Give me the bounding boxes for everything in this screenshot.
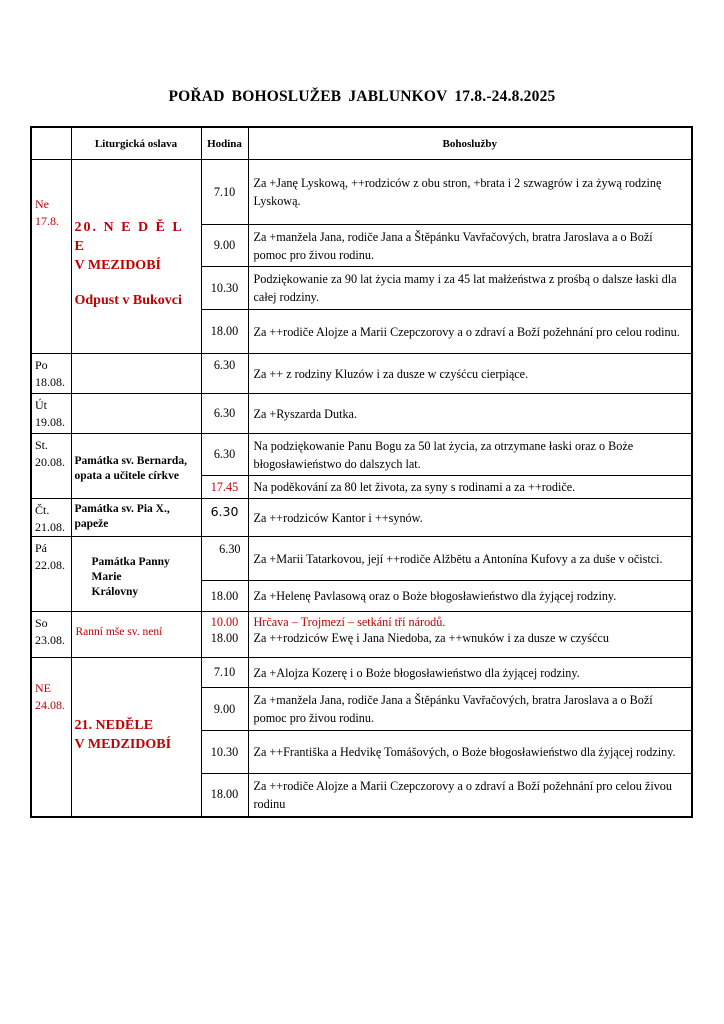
table-row — [31, 394, 692, 434]
mass-cell: Za ++Františka a Hedvikę Tomášových, o Boże błogosławieństwo dla żyjącej rodziny. — [248, 731, 692, 774]
day-cell: Ne 17.8. — [31, 160, 71, 354]
feast-extra: Odpust v Bukovci — [74, 293, 182, 308]
schedule-table — [30, 126, 693, 818]
liturgy-cell — [71, 160, 201, 354]
mass-cell: Za ++ z rodziny Kluzów i za dusze w czyśćcu cierpiące. — [248, 354, 692, 394]
mass-cell: Hrčava – Trojmezí – setkání tří národů. Za ++rodziców Ewę i Jana Niedoba, za ++wnuków i za dusze w czyśćcu — [248, 612, 692, 658]
mass-cell: Na poděkování za 80 let života, za syny s rodinami a za ++rodiče. — [248, 476, 692, 499]
liturgy-cell: Ranní mše sv. není — [71, 612, 201, 658]
table-row — [31, 434, 692, 476]
liturgy-cell: Památka Panny Marie Královny — [71, 537, 201, 612]
liturgy-cell: Památka sv. Bernarda, opata a učitele církve — [71, 434, 201, 499]
mass-cell: Za ++rodziców Kantor i ++synów. — [248, 499, 692, 537]
day-cell: So 23.08. — [31, 612, 71, 658]
hour-cell: 6.30 — [201, 537, 248, 581]
day-cell: Út 19.08. — [31, 394, 71, 434]
header-services: Bohoslužby — [248, 127, 692, 160]
hour-cell: 18.00 — [201, 310, 248, 354]
mass-cell: Za ++rodiče Alojze a Marii Czepczorovy a o zdraví a Boží požehnání pro celou rodinu. — [248, 310, 692, 354]
header-hour: Hodina — [201, 127, 248, 160]
hour-cell: 10.30 — [201, 731, 248, 774]
mass-cell: Za +Helenę Pavlasową oraz o Boże błogosławieństwo dla żyjącej rodziny. — [248, 581, 692, 612]
hour-cell: 9.00 — [201, 225, 248, 267]
mass-cell: Za +Janę Lyskową, ++rodziców z obu stron, +brata i 2 szwagrów i za żywą rodzinę Lyskową. — [248, 160, 692, 225]
hour-cell: 6.30 — [201, 354, 248, 394]
table-row — [31, 612, 692, 658]
hour-cell: 7.10 — [201, 658, 248, 688]
mass-cell: Podziękowanie za 90 lat życia mamy i za 45 lat małżeństwa z prośbą o dalsze łaski dla całej rodziny. — [248, 267, 692, 310]
day-cell: St. 20.08. — [31, 434, 71, 499]
table-row — [31, 499, 692, 537]
header-liturgy: Liturgická oslava — [71, 127, 201, 160]
day-cell: Čt. 21.08. — [31, 499, 71, 537]
hour-cell: 17.45 — [201, 476, 248, 499]
day-cell: Pá 22.08. — [31, 537, 71, 612]
day-cell: Po 18.08. — [31, 354, 71, 394]
hour-cell: 6.30 — [201, 394, 248, 434]
table-row — [31, 354, 692, 394]
mass-cell: Za +manžela Jana, rodiče Jana a Štěpánku Vavřačových, bratra Jaroslava a o Boží pomoc pro živou rodinu. — [248, 688, 692, 731]
hour-cell: 7.10 — [201, 160, 248, 225]
mass-cell: Za +Alojza Kozerę i o Boże błogosławieństwo dla żyjącej rodziny. — [248, 658, 692, 688]
hour-cell: 18.00 — [201, 581, 248, 612]
hour-cell: 18.00 — [201, 774, 248, 817]
feast-title: 21. NEDĚLE V MEDZIDOBÍ — [74, 718, 172, 752]
mass-cell: Za +Marii Tatarkovou, její ++rodiče Alžbětu a Antonína Kufovy a za duše v očistci. — [248, 537, 692, 581]
hour-cell: 10.00 18.00 — [201, 612, 248, 658]
hour-cell: 10.30 — [201, 267, 248, 310]
table-row — [31, 658, 692, 688]
page-title: POŘAD BOHOSLUŽEB JABLUNKOV 17.8.-24.8.2025 — [168, 88, 556, 105]
mass-cell: Za +manžela Jana, rodiče Jana a Štěpánku Vavřačových, bratra Jaroslava a o Boží pomoc pro živou rodinu. — [248, 225, 692, 267]
table-row — [31, 537, 692, 581]
liturgy-cell — [71, 354, 201, 394]
liturgy-cell: Památka sv. Pia X., papeže — [71, 499, 201, 537]
table-row — [31, 160, 692, 225]
hour-cell: 6.30 — [201, 434, 248, 476]
header-row — [31, 127, 692, 160]
mass-cell: Za +Ryszarda Dutka. — [248, 394, 692, 434]
liturgy-cell — [71, 394, 201, 434]
liturgy-cell — [71, 658, 201, 817]
feast-title: 20. N E D Ě L E V MEZIDOBÍ — [74, 220, 183, 273]
mass-cell: Na podziękowanie Panu Bogu za 50 lat życia, za otrzymane łaski oraz o Boże błogosławieństwo do dalszych lat. — [248, 434, 692, 476]
mass-cell: Za ++rodiče Alojze a Marii Czepczorovy a o zdraví a Boží požehnání pro celou živou rodinu — [248, 774, 692, 817]
day-cell: NE 24.08. — [31, 658, 71, 817]
hour-cell: 9.00 — [201, 688, 248, 731]
header-day — [31, 127, 71, 160]
hour-cell: 6.30 — [201, 499, 248, 537]
